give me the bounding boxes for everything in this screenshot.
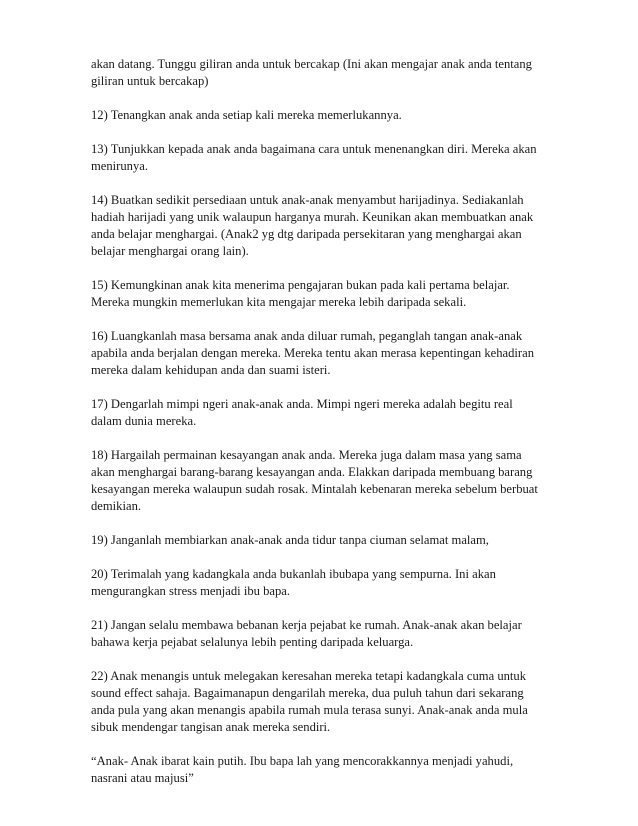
paragraph-18: 18) Hargailah permainan kesayangan anak anda. Mereka juga dalam masa yang sama akan menghargai barang-barang kesayangan anda. Elakkan daripada membuang barang kesayangan mereka walaupun sudah rosak. Mintalah kebenaran mereka sebelum berbuat demikian.	[91, 448, 538, 513]
paragraph-13: 13) Tunjukkan kepada anak anda bagaimana cara untuk menenangkan diri. Mereka akan menirunya.	[91, 142, 537, 173]
closing-quote: “Anak- Anak ibarat kain putih. Ibu bapa lah yang mencorakkannya menjadi yahudi, nasrani atau majusi”	[91, 754, 514, 785]
paragraph-intro-continued: akan datang. Tunggu giliran anda untuk bercakap (Ini akan mengajar anak anda tentang giliran untuk bercakap)	[91, 57, 532, 88]
paragraph-20: 20) Terimalah yang kadangkala anda bukanlah ibubapa yang sempurna. Ini akan mengurangkan stress menjadi ibu bapa.	[91, 567, 496, 598]
paragraph-19: 19) Janganlah membiarkan anak-anak anda tidur tanpa ciuman selamat malam,	[91, 533, 489, 547]
paragraph-14: 14) Buatkan sedikit persediaan untuk anak-anak menyambut harijadinya. Sediakanlah hadiah harijadi yang unik walaupun harganya murah. Keunikan akan membuatkan anak anda belajar menghargai. (Anak2 yg dtg daripada persekitaran yang menghargai akan belajar menghargai orang lain).	[91, 193, 534, 258]
paragraph-12: 12) Tenangkan anak anda setiap kali mereka memerlukannya.	[91, 108, 402, 122]
paragraph-15: 15) Kemungkinan anak kita menerima pengajaran bukan pada kali pertama belajar. Mereka mungkin memerlukan kita mengajar mereka lebih daripada sekali.	[91, 278, 510, 309]
paragraph-21: 21) Jangan selalu membawa bebanan kerja pejabat ke rumah. Anak-anak akan belajar bahawa kerja pejabat selalunya lebih penting daripada keluarga.	[91, 618, 522, 649]
document-body	[91, 56, 561, 804]
paragraph-16: 16) Luangkanlah masa bersama anak anda diluar rumah, peganglah tangan anak-anak apabila anda berjalan dengan mereka. Mereka tentu akan merasa kepentingan kehadiran mereka dalam kehidupan anda dan suami isteri.	[91, 329, 535, 377]
paragraph-17: 17) Dengarlah mimpi ngeri anak-anak anda. Mimpi ngeri mereka adalah begitu real dalam dunia mereka.	[91, 397, 513, 428]
paragraph-22: 22) Anak menangis untuk melegakan keresahan mereka tetapi kadangkala cuma untuk sound effect sahaja. Bagaimanapun dengarilah mereka, dua puluh tahun dari sekarang anda pula yang akan menangis apabila rumah mula terasa sunyi. Anak-anak anda mula sibuk mendengar tangisan anak mereka sendiri.	[91, 669, 528, 734]
